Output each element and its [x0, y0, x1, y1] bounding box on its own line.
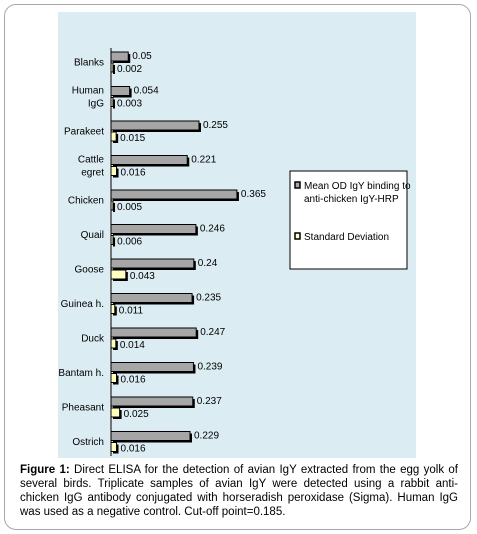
data-label-mean: 0.239	[197, 361, 223, 373]
data-label-mean: 0.221	[191, 154, 217, 166]
data-label-sd: 0.002	[117, 64, 143, 75]
bar-mean-od	[111, 259, 194, 268]
data-label-sd: 0.016	[120, 374, 146, 386]
category-label: Ostrich	[72, 437, 104, 448]
category-label: Blanks	[73, 57, 104, 69]
category-label: Bantam h.	[58, 368, 104, 379]
bar-std-dev	[111, 98, 113, 107]
bar-mean-od	[111, 294, 192, 303]
bar-mean-od	[111, 225, 196, 234]
caption-text: Direct ELISA for the detection of avian IgY extracted from the egg yolk of several birds. Triplicate samples of avian IgY were detected using a rabbit anti-chicken IgG antibody conjugated with horseradish peroxidase (Sigma). Human IgG was used as a negative control. Cut-off point=0.185.	[20, 464, 459, 518]
bar-mean-od	[111, 87, 130, 96]
caption-label: Figure 1:	[20, 464, 70, 476]
data-label-sd: 0.016	[120, 167, 146, 179]
figure-caption	[20, 463, 458, 519]
bar-mean-od	[111, 363, 193, 372]
bar-std-dev	[111, 408, 120, 417]
data-label-sd: 0.005	[117, 202, 143, 213]
bar-mean-od	[111, 328, 196, 337]
data-label-mean: 0.237	[196, 396, 222, 407]
data-label-mean: 0.229	[194, 430, 220, 442]
data-label-sd: 0.014	[119, 340, 145, 351]
data-label-mean: 0.05	[132, 51, 152, 62]
bar-mean-od	[111, 190, 237, 199]
bar-mean-od	[111, 121, 199, 130]
legend-entry: Mean OD IgY binding to	[304, 181, 411, 192]
bar-std-dev	[111, 236, 113, 245]
bar-std-dev	[111, 167, 117, 176]
category-label: Chicken	[67, 195, 104, 207]
legend-swatch-mean	[295, 182, 300, 188]
data-label-mean: 0.246	[199, 223, 225, 235]
data-label-mean: 0.365	[240, 189, 266, 200]
data-label-mean: 0.235	[196, 292, 222, 304]
data-label-sd: 0.003	[117, 98, 143, 110]
bar-std-dev	[111, 63, 113, 72]
data-label-mean: 0.054	[133, 85, 159, 97]
bar-std-dev	[111, 132, 116, 141]
data-label-mean: 0.255	[202, 120, 229, 131]
bar-std-dev	[111, 305, 115, 314]
bar-std-dev	[111, 270, 126, 279]
category-label: Duck	[81, 333, 104, 345]
data-label-sd: 0.011	[118, 305, 144, 317]
legend-swatch-sd	[295, 233, 300, 239]
data-label-mean: 0.24	[197, 258, 218, 269]
category-label: Human	[71, 85, 104, 97]
category-label: egret	[81, 167, 104, 179]
data-label-sd: 0.016	[120, 443, 146, 455]
data-label-sd: 0.043	[129, 271, 155, 282]
data-label-sd: 0.006	[117, 236, 143, 248]
bar-std-dev	[111, 374, 117, 383]
bar-std-dev	[111, 201, 113, 210]
category-label: Pheasant	[61, 402, 104, 414]
bar-mean-od	[111, 52, 128, 61]
legend-entry: anti-chicken IgY-HRP	[304, 194, 399, 205]
category-label: Parakeet	[63, 126, 104, 138]
category-label: Guinea h.	[60, 299, 104, 310]
category-label: IgG	[87, 98, 104, 110]
data-label-sd: 0.015	[120, 133, 146, 144]
category-label: Cattle	[77, 154, 104, 166]
bar-mean-od	[111, 397, 193, 406]
legend-entry: Standard Deviation	[304, 232, 390, 243]
bar-std-dev	[111, 443, 117, 452]
category-label: Goose	[74, 264, 104, 276]
bar-std-dev	[111, 339, 116, 348]
data-label-mean: 0.247	[200, 327, 226, 338]
bar-mean-od	[111, 156, 187, 165]
data-label-sd: 0.025	[123, 409, 149, 420]
bar-mean-od	[111, 432, 190, 441]
category-label: Quail	[80, 230, 104, 241]
